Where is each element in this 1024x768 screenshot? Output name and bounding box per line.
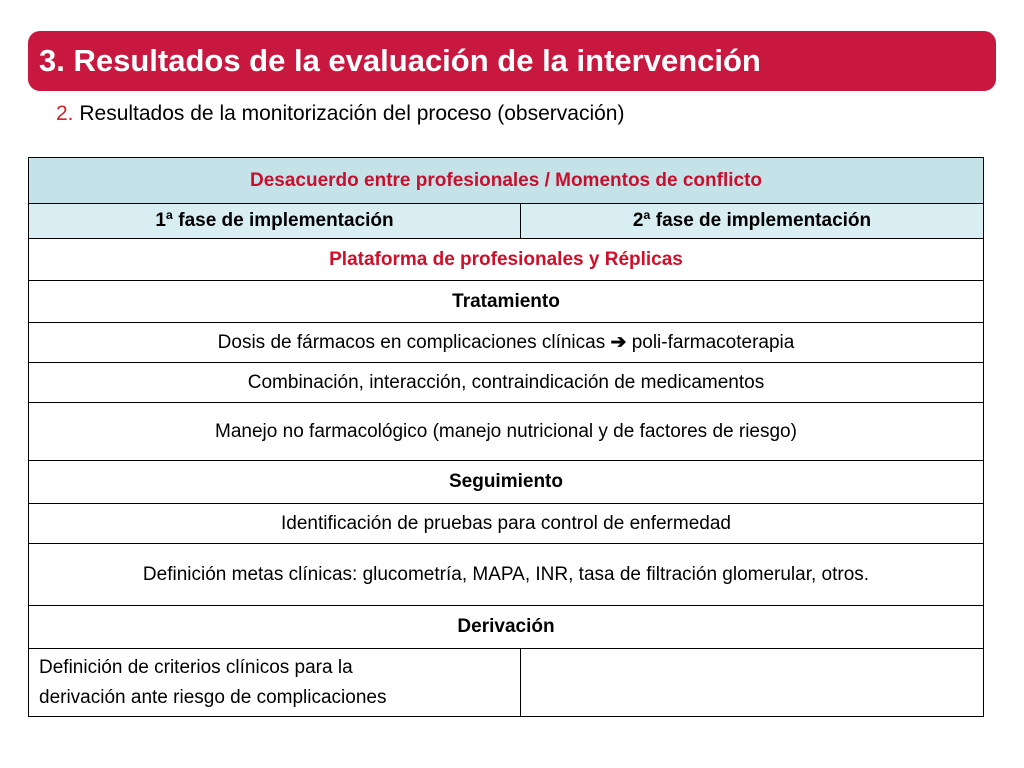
table-row [29,363,984,403]
section-row [29,281,984,323]
subtitle-number: 2. [56,102,74,125]
section-seguimiento: Seguimiento [29,461,984,504]
table-header: Desacuerdo entre profesionales / Momentos de conflicto [29,158,984,204]
phase-2-label: 2ª fase de implementación [521,204,984,239]
platform-label: Plataforma de profesionales y Réplicas [29,239,984,281]
row-definicion-metas: Definición metas clínicas: glucometría, MAPA, INR, tasa de filtración glomerular, otros. [29,544,984,606]
phase-1-label: 1ª fase de implementación [29,204,521,239]
row-criterios-line-2: derivación ante riesgo de complicaciones [39,686,387,708]
table-row [29,544,984,606]
row-manejo: Manejo no farmacológico (manejo nutricional y de factores de riesgo) [29,403,984,461]
slide-subtitle [56,102,624,126]
section-row [29,606,984,649]
row-identificacion: Identificación de pruebas para control de enfermedad [29,504,984,544]
table-row [29,649,984,717]
row-dosis-text-b: poli-farmacoterapia [626,332,795,353]
row-combinacion: Combinación, interacción, contraindicación de medicamentos [29,363,984,403]
table-row [29,504,984,544]
row-criterios [29,649,521,717]
section-derivacion: Derivación [29,606,984,649]
platform-row [29,239,984,281]
table-header-row [29,158,984,204]
row-dosis-text-a: Dosis de fármacos en complicaciones clínicas [217,332,611,353]
arrow-right-icon: ➔ [610,332,627,353]
phase-row [29,204,984,239]
section-row [29,461,984,504]
row-dosis [29,323,984,363]
row-criterios-line-1: Definición de criterios clínicos para la [39,656,353,678]
table-row [29,323,984,363]
section-tratamiento: Tratamiento [29,281,984,323]
row-criterios-empty [521,649,984,717]
conflict-table [28,157,984,717]
table-row [29,403,984,461]
title-bar [28,31,996,91]
subtitle-text: Resultados de la monitorización del proceso (observación) [73,102,625,125]
slide-title: 3. Resultados de la evaluación de la intervención [39,43,761,78]
